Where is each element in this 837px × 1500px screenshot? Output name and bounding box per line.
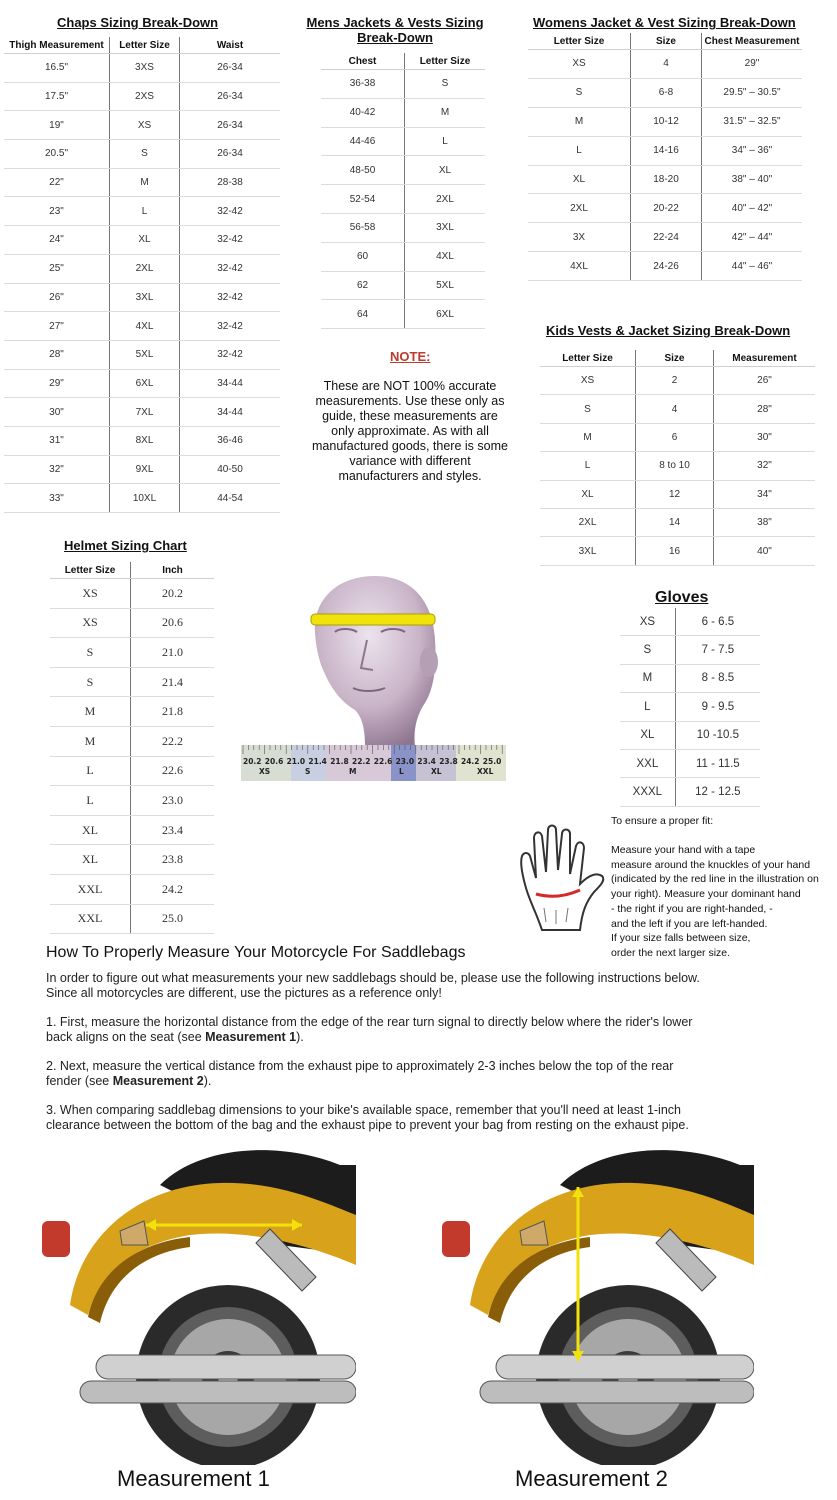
- table-row: [528, 50, 802, 79]
- table-cell: 4: [631, 50, 702, 79]
- step-1-line-1: 1. First, measure the horizontal distance from the edge of the rear turn signal to directly below where the rider's lower: [46, 1015, 693, 1029]
- table-cell: 24.2: [131, 874, 215, 904]
- caption-measurement-1: Measurement 1: [117, 1466, 270, 1491]
- table-row: [540, 452, 815, 480]
- table-cell: 34-44: [180, 369, 281, 398]
- table-row: [528, 165, 802, 194]
- table-cell: 26-34: [180, 140, 281, 169]
- table-cell: 44-54: [180, 484, 281, 513]
- fit-heading: To ensure a proper fit:: [611, 815, 714, 827]
- table-cell: 27": [4, 312, 110, 341]
- ruler-number: 20.2: [243, 757, 262, 766]
- table-cell: 6: [636, 423, 714, 451]
- table-cell: XL: [620, 721, 675, 749]
- table-cell: XL: [50, 815, 131, 845]
- table-cell: L: [50, 786, 131, 816]
- step-2: [46, 1059, 673, 1089]
- table-row: [321, 98, 485, 127]
- table-cell: 6 - 6.5: [675, 608, 760, 636]
- table-cell: 6XL: [405, 300, 486, 329]
- fit-line: (indicated by the red line in the illustration on: [611, 873, 819, 886]
- table-cell: 34-44: [180, 398, 281, 427]
- table-cell: 25.0: [131, 904, 215, 934]
- table-row: [4, 283, 280, 312]
- step-3-line-1: 3. When comparing saddlebag dimensions to your bike's available space, remember that you'll need at least 1-inch: [46, 1103, 681, 1117]
- helmet-table: [50, 562, 214, 934]
- table-cell: 14: [636, 508, 714, 536]
- intro-line-2: Since all motorcycles are different, use the pictures as a reference only!: [46, 986, 442, 1000]
- table-cell: XL: [405, 156, 486, 185]
- table-cell: L: [620, 693, 675, 721]
- table-row: [528, 136, 802, 165]
- note-line: These are NOT 100% accurate: [323, 379, 497, 393]
- table-cell: 29": [4, 369, 110, 398]
- table-cell: 36-38: [321, 70, 405, 99]
- helmet-header-inch: Inch: [131, 562, 215, 579]
- table-cell: 36-46: [180, 426, 281, 455]
- step-1: [46, 1015, 692, 1045]
- table-cell: L: [50, 756, 131, 786]
- table-cell: XS: [620, 608, 675, 636]
- table-cell: 20.2: [131, 579, 215, 609]
- mens-header-chest: Chest: [321, 53, 405, 70]
- table-cell: 40-50: [180, 455, 281, 484]
- table-row: [50, 815, 214, 845]
- table-cell: XL: [540, 480, 636, 508]
- table-cell: M: [50, 697, 131, 727]
- table-cell: S: [50, 667, 131, 697]
- table-cell: 23": [4, 197, 110, 226]
- table-cell: L: [528, 136, 631, 165]
- fit-line: and the left if you are left-handed.: [611, 917, 768, 930]
- table-row: [321, 213, 485, 242]
- table-cell: 28-38: [180, 168, 281, 197]
- table-cell: 32-42: [180, 226, 281, 255]
- table-cell: 62: [321, 271, 405, 300]
- kids-header-letter: Letter Size: [540, 350, 636, 367]
- table-cell: 7XL: [110, 398, 180, 427]
- table-row: [4, 484, 280, 513]
- step-3: [46, 1103, 689, 1133]
- table-cell: 38": [714, 508, 816, 536]
- table-cell: 32-42: [180, 312, 281, 341]
- step-2-line-2: [46, 1074, 673, 1089]
- table-cell: 38" – 40": [702, 165, 803, 194]
- table-cell: 4XL: [405, 242, 486, 271]
- mens-title-line1: Mens Jackets & Vests Sizing: [306, 15, 484, 30]
- note-line: manufactured goods, there is some: [312, 439, 508, 453]
- table-cell: 22.2: [131, 726, 215, 756]
- ruler-number: 23.0: [395, 757, 415, 766]
- table-cell: 12 - 12.5: [675, 778, 760, 806]
- ruler-size-label: L: [399, 767, 404, 776]
- table-cell: 8 - 8.5: [675, 664, 760, 692]
- table-cell: 44-46: [321, 127, 405, 156]
- saddlebags-intro: [46, 971, 700, 1001]
- table-row: [540, 395, 815, 423]
- table-cell: 14-16: [631, 136, 702, 165]
- table-cell: 28": [714, 395, 816, 423]
- note-heading: NOTE:: [390, 349, 431, 364]
- table-cell: 2XL: [540, 508, 636, 536]
- table-cell: 25": [4, 254, 110, 283]
- table-row: [50, 786, 214, 816]
- table-row: [50, 874, 214, 904]
- table-cell: 8 to 10: [636, 452, 714, 480]
- table-cell: 29": [702, 50, 803, 79]
- step-2-end: ).: [203, 1074, 212, 1088]
- note-line: guide, these measurements are: [322, 409, 498, 423]
- table-cell: 30": [4, 398, 110, 427]
- table-cell: 24-26: [631, 252, 702, 281]
- table-cell: M: [620, 664, 675, 692]
- table-row: [540, 367, 815, 395]
- table-cell: 26": [714, 367, 816, 395]
- table-row: [4, 426, 280, 455]
- table-row: [540, 508, 815, 536]
- table-row: [528, 223, 802, 252]
- fit-instructions: [611, 843, 819, 961]
- table-row: [540, 537, 815, 565]
- table-cell: S: [620, 636, 675, 664]
- table-cell: 9XL: [110, 455, 180, 484]
- chaps-title: Chaps Sizing Break-Down: [57, 15, 219, 30]
- table-cell: 33": [4, 484, 110, 513]
- table-cell: XS: [50, 579, 131, 609]
- table-cell: 3X: [528, 223, 631, 252]
- table-cell: 10-12: [631, 107, 702, 136]
- ruler-size-label: S: [305, 767, 311, 776]
- table-cell: 26-34: [180, 54, 281, 83]
- table-cell: 6XL: [110, 369, 180, 398]
- ruler-number: 21.8: [330, 757, 349, 766]
- saddlebags-heading: How To Properly Measure Your Motorcycle For Saddlebags: [46, 944, 466, 961]
- helmet-title: Helmet Sizing Chart: [64, 538, 187, 553]
- chaps-header-waist: Waist: [180, 37, 281, 54]
- table-cell: 4XL: [110, 312, 180, 341]
- ruler-number: 23.4: [417, 757, 436, 766]
- table-cell: XXL: [620, 749, 675, 777]
- womens-header-chest: Chest Measurement: [702, 33, 803, 50]
- chaps-header-letter: Letter Size: [110, 37, 180, 54]
- table-cell: L: [405, 127, 486, 156]
- note-line: only approximate. As with all: [331, 424, 489, 438]
- step-2-line-1: 2. Next, measure the vertical distance from the exhaust pipe to approximately 2-3 inches below the top of the rear: [46, 1059, 674, 1073]
- fit-line: measure around the knuckles of your hand: [611, 858, 811, 871]
- table-cell: 3XL: [405, 213, 486, 242]
- table-cell: M: [110, 168, 180, 197]
- table-cell: L: [110, 197, 180, 226]
- table-cell: 40": [714, 537, 816, 565]
- fit-line: If your size falls between size,: [611, 932, 751, 945]
- gloves-table: [620, 608, 760, 807]
- table-row: [528, 78, 802, 107]
- step-1-end: ).: [296, 1030, 304, 1044]
- table-row: [620, 693, 760, 721]
- table-cell: S: [540, 395, 636, 423]
- ruler-number: 21.0: [286, 757, 306, 766]
- table-row: [528, 252, 802, 281]
- caption-measurement-2: Measurement 2: [515, 1466, 668, 1491]
- step-1-bold: Measurement 1: [205, 1030, 297, 1044]
- table-row: [321, 127, 485, 156]
- note-line: manufacturers and styles.: [338, 469, 482, 483]
- ruler-number: 25.0: [482, 757, 502, 766]
- table-cell: XS: [110, 111, 180, 140]
- table-cell: 52-54: [321, 185, 405, 214]
- table-cell: 21.8: [131, 697, 215, 727]
- table-cell: 2XS: [110, 82, 180, 111]
- table-cell: 2: [636, 367, 714, 395]
- table-cell: 22.6: [131, 756, 215, 786]
- table-cell: 26-34: [180, 82, 281, 111]
- table-cell: XS: [540, 367, 636, 395]
- kids-header-measurement: Measurement: [714, 350, 816, 367]
- table-row: [620, 721, 760, 749]
- table-cell: 10XL: [110, 484, 180, 513]
- table-cell: 2XL: [110, 254, 180, 283]
- table-cell: 32": [4, 455, 110, 484]
- table-cell: 30": [714, 423, 816, 451]
- table-row: [620, 664, 760, 692]
- fit-line: order the next larger size.: [611, 946, 731, 959]
- table-cell: 11 - 11.5: [675, 749, 760, 777]
- chaps-table: [4, 37, 280, 513]
- table-cell: S: [50, 638, 131, 668]
- table-row: [620, 608, 760, 636]
- table-row: [50, 608, 214, 638]
- table-row: [50, 638, 214, 668]
- table-row: [4, 340, 280, 369]
- table-row: [321, 271, 485, 300]
- table-cell: 20-22: [631, 194, 702, 223]
- table-cell: 18-20: [631, 165, 702, 194]
- womens-table: [528, 33, 802, 281]
- table-row: [4, 111, 280, 140]
- table-cell: XL: [528, 165, 631, 194]
- table-cell: 16: [636, 537, 714, 565]
- table-cell: 10 -10.5: [675, 721, 760, 749]
- table-cell: 31": [4, 426, 110, 455]
- table-row: [4, 197, 280, 226]
- table-row: [321, 70, 485, 99]
- ruler-number: 23.8: [439, 757, 458, 766]
- table-row: [50, 756, 214, 786]
- kids-title: Kids Vests & Jacket Sizing Break-Down: [546, 323, 791, 338]
- table-row: [620, 778, 760, 806]
- table-cell: 6-8: [631, 78, 702, 107]
- step-2-text: fender (see: [46, 1074, 113, 1088]
- table-cell: 20.6: [131, 608, 215, 638]
- womens-title: Womens Jacket & Vest Sizing Break-Down: [533, 15, 796, 30]
- table-row: [321, 185, 485, 214]
- table-cell: 28": [4, 340, 110, 369]
- table-row: [540, 480, 815, 508]
- mens-table: [321, 53, 485, 329]
- table-cell: 60: [321, 242, 405, 271]
- note-line: measurements. Use these only as: [315, 394, 505, 408]
- table-cell: 4: [636, 395, 714, 423]
- table-cell: 23.8: [131, 845, 215, 875]
- table-cell: 8XL: [110, 426, 180, 455]
- table-row: [4, 140, 280, 169]
- table-cell: 21.4: [131, 667, 215, 697]
- table-row: [4, 398, 280, 427]
- table-cell: 22": [4, 168, 110, 197]
- table-cell: 3XL: [110, 283, 180, 312]
- step-3-line-2: clearance between the bottom of the bag and the exhaust pipe to prevent your bag from resting on the exhaust pipe.: [46, 1118, 689, 1132]
- fit-line: - the right if you are right-handed, -: [611, 902, 773, 915]
- table-row: [50, 667, 214, 697]
- table-cell: 29.5" – 30.5": [702, 78, 803, 107]
- kids-table: [540, 350, 815, 566]
- table-cell: 5XL: [110, 340, 180, 369]
- table-cell: M: [405, 98, 486, 127]
- motorcycle-photo-measurement-2: [440, 1145, 754, 1465]
- table-cell: 12: [636, 480, 714, 508]
- table-row: [50, 579, 214, 609]
- step-2-bold: Measurement 2: [112, 1074, 204, 1088]
- chaps-header-thigh: Thigh Measurement: [4, 37, 110, 54]
- mens-header-letter: Letter Size: [405, 53, 486, 70]
- table-cell: 4XL: [528, 252, 631, 281]
- mens-title: [303, 15, 487, 45]
- womens-header-size: Size: [631, 33, 702, 50]
- table-row: [620, 636, 760, 664]
- table-row: [4, 226, 280, 255]
- ruler-size-label: XS: [259, 767, 271, 776]
- table-cell: 19": [4, 111, 110, 140]
- step-1-line-2: [46, 1030, 692, 1045]
- womens-header-letter: Letter Size: [528, 33, 631, 50]
- hand-measure-illustration: [516, 822, 610, 934]
- table-cell: 17.5": [4, 82, 110, 111]
- ruler-size-label: XXL: [477, 767, 494, 776]
- ruler-number: 24.2: [461, 757, 480, 766]
- table-cell: 21.0: [131, 638, 215, 668]
- table-cell: 22-24: [631, 223, 702, 252]
- note-line: variance with different: [349, 454, 471, 468]
- table-cell: 56-58: [321, 213, 405, 242]
- table-cell: S: [528, 78, 631, 107]
- table-row: [4, 168, 280, 197]
- table-row: [50, 697, 214, 727]
- table-cell: M: [50, 726, 131, 756]
- table-cell: XL: [110, 226, 180, 255]
- ruler-size-label: M: [349, 767, 357, 776]
- table-row: [4, 82, 280, 111]
- table-cell: 64: [321, 300, 405, 329]
- table-cell: XS: [528, 50, 631, 79]
- table-cell: L: [540, 452, 636, 480]
- table-cell: S: [110, 140, 180, 169]
- table-row: [321, 300, 485, 329]
- table-cell: 44" – 46": [702, 252, 803, 281]
- table-cell: 9 - 9.5: [675, 693, 760, 721]
- table-cell: 26-34: [180, 111, 281, 140]
- step-1-text: back aligns on the seat (see: [46, 1030, 206, 1044]
- table-cell: 32": [714, 452, 816, 480]
- table-cell: 32-42: [180, 197, 281, 226]
- table-row: [4, 455, 280, 484]
- ruler-sizes: [241, 767, 506, 778]
- table-cell: XXXL: [620, 778, 675, 806]
- kids-header-size: Size: [636, 350, 714, 367]
- table-row: [321, 156, 485, 185]
- table-row: [321, 242, 485, 271]
- table-cell: XXL: [50, 874, 131, 904]
- table-cell: 3XS: [110, 54, 180, 83]
- table-cell: 26": [4, 283, 110, 312]
- table-cell: 32-42: [180, 283, 281, 312]
- table-row: [4, 312, 280, 341]
- tape-measure-band: [311, 614, 435, 625]
- table-cell: XL: [50, 845, 131, 875]
- table-row: [528, 194, 802, 223]
- ruler-size-label: XL: [431, 767, 442, 776]
- table-cell: M: [540, 423, 636, 451]
- table-row: [4, 369, 280, 398]
- table-cell: 34": [714, 480, 816, 508]
- table-cell: 31.5" – 32.5": [702, 107, 803, 136]
- table-cell: 16.5": [4, 54, 110, 83]
- table-cell: 5XL: [405, 271, 486, 300]
- table-cell: 7 - 7.5: [675, 636, 760, 664]
- note-body: [300, 379, 520, 484]
- helmet-header-letter: Letter Size: [50, 562, 131, 579]
- head-measure-illustration: [295, 570, 455, 748]
- table-cell: 24": [4, 226, 110, 255]
- motorcycle-photo-measurement-1: [40, 1145, 356, 1465]
- fit-line: your right). Measure your dominant hand: [611, 888, 801, 901]
- table-row: [50, 726, 214, 756]
- table-cell: M: [528, 107, 631, 136]
- table-cell: 40-42: [321, 98, 405, 127]
- gloves-title: Gloves: [655, 589, 709, 606]
- table-cell: S: [405, 70, 486, 99]
- table-cell: 40" – 42": [702, 194, 803, 223]
- table-cell: 48-50: [321, 156, 405, 185]
- table-row: [50, 904, 214, 934]
- table-cell: 32-42: [180, 340, 281, 369]
- table-cell: 23.4: [131, 815, 215, 845]
- table-row: [4, 254, 280, 283]
- table-row: [528, 107, 802, 136]
- table-cell: 2XL: [405, 185, 486, 214]
- table-cell: 2XL: [528, 194, 631, 223]
- ruler-number: 20.6: [264, 757, 284, 766]
- table-row: [620, 749, 760, 777]
- table-cell: 3XL: [540, 537, 636, 565]
- table-cell: 20.5": [4, 140, 110, 169]
- table-cell: 42" – 44": [702, 223, 803, 252]
- table-row: [50, 845, 214, 875]
- table-cell: XS: [50, 608, 131, 638]
- table-cell: 23.0: [131, 786, 215, 816]
- table-cell: 32-42: [180, 254, 281, 283]
- table-row: [540, 423, 815, 451]
- fit-line: Measure your hand with a tape: [611, 844, 756, 856]
- ruler-number: 22.2: [352, 757, 371, 766]
- ruler-number: 22.6: [373, 757, 393, 766]
- table-cell: 34" – 36": [702, 136, 803, 165]
- intro-line-1: In order to figure out what measurements your new saddlebags should be, please use the following instructions below.: [46, 971, 700, 985]
- table-row: [4, 54, 280, 83]
- table-cell: XXL: [50, 904, 131, 934]
- mens-title-line2: Break-Down: [357, 30, 433, 45]
- ruler-number: 21.4: [308, 757, 327, 766]
